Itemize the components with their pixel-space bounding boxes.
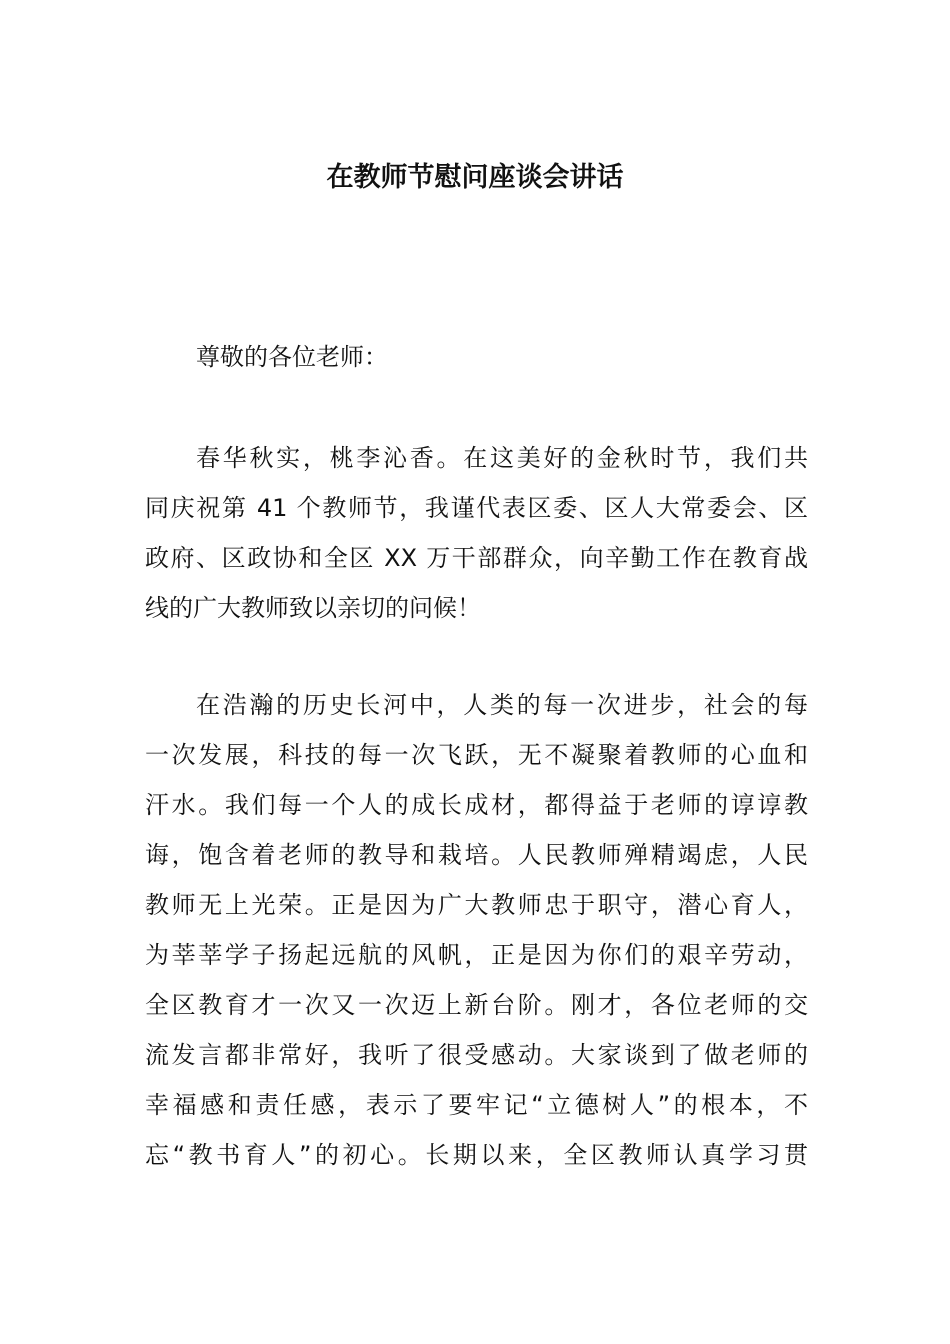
paragraph-line: 同庆祝第 41 个教师节，我谨代表区委、区人大常委会、区 — [145, 494, 808, 522]
paragraph-line: 流发言都非常好，我听了很受感动。大家谈到了做老师的 — [145, 1041, 808, 1069]
paragraph-line: 汗水。我们每一个人的成长成材，都得益于老师的谆谆教 — [145, 791, 808, 819]
paragraph-line: 线的广大教师致以亲切的问候！ — [145, 594, 481, 622]
paragraph-line: 春华秋实，桃李沁香。在这美好的金秋时节，我们共 — [196, 444, 808, 472]
paragraph-line: 一次发展，科技的每一次飞跃，无不凝聚着教师的心血和 — [145, 741, 808, 769]
salutation: 尊敬的各位老师： — [196, 343, 388, 371]
paragraph-line: 忘“教书育人”的初心。长期以来，全区教师认真学习贯 — [145, 1141, 808, 1169]
paragraph-1 — [145, 433, 808, 633]
paragraph-line: 诲，饱含着老师的教导和栽培。人民教师殚精竭虑，人民 — [145, 841, 808, 869]
paragraph-line: 教师无上光荣。正是因为广大教师忠于职守，潜心育人， — [145, 891, 808, 919]
paragraph-line: 幸福感和责任感，表示了要牢记“立德树人”的根本，不 — [145, 1091, 808, 1119]
paragraph-line: 全区教育才一次又一次迈上新台阶。刚才，各位老师的交 — [145, 991, 808, 1019]
paragraph-2 — [145, 680, 808, 1180]
paragraph-line: 政府、区政协和全区 XX 万干部群众，向辛勤工作在教育战 — [145, 544, 808, 572]
paragraph-line: 在浩瀚的历史长河中，人类的每一次进步，社会的每 — [196, 691, 808, 719]
document-title: 在教师节慰问座谈会讲话 — [326, 162, 624, 193]
paragraph-line: 为莘莘学子扬起远航的风帆，正是因为你们的艰辛劳动， — [145, 941, 808, 969]
